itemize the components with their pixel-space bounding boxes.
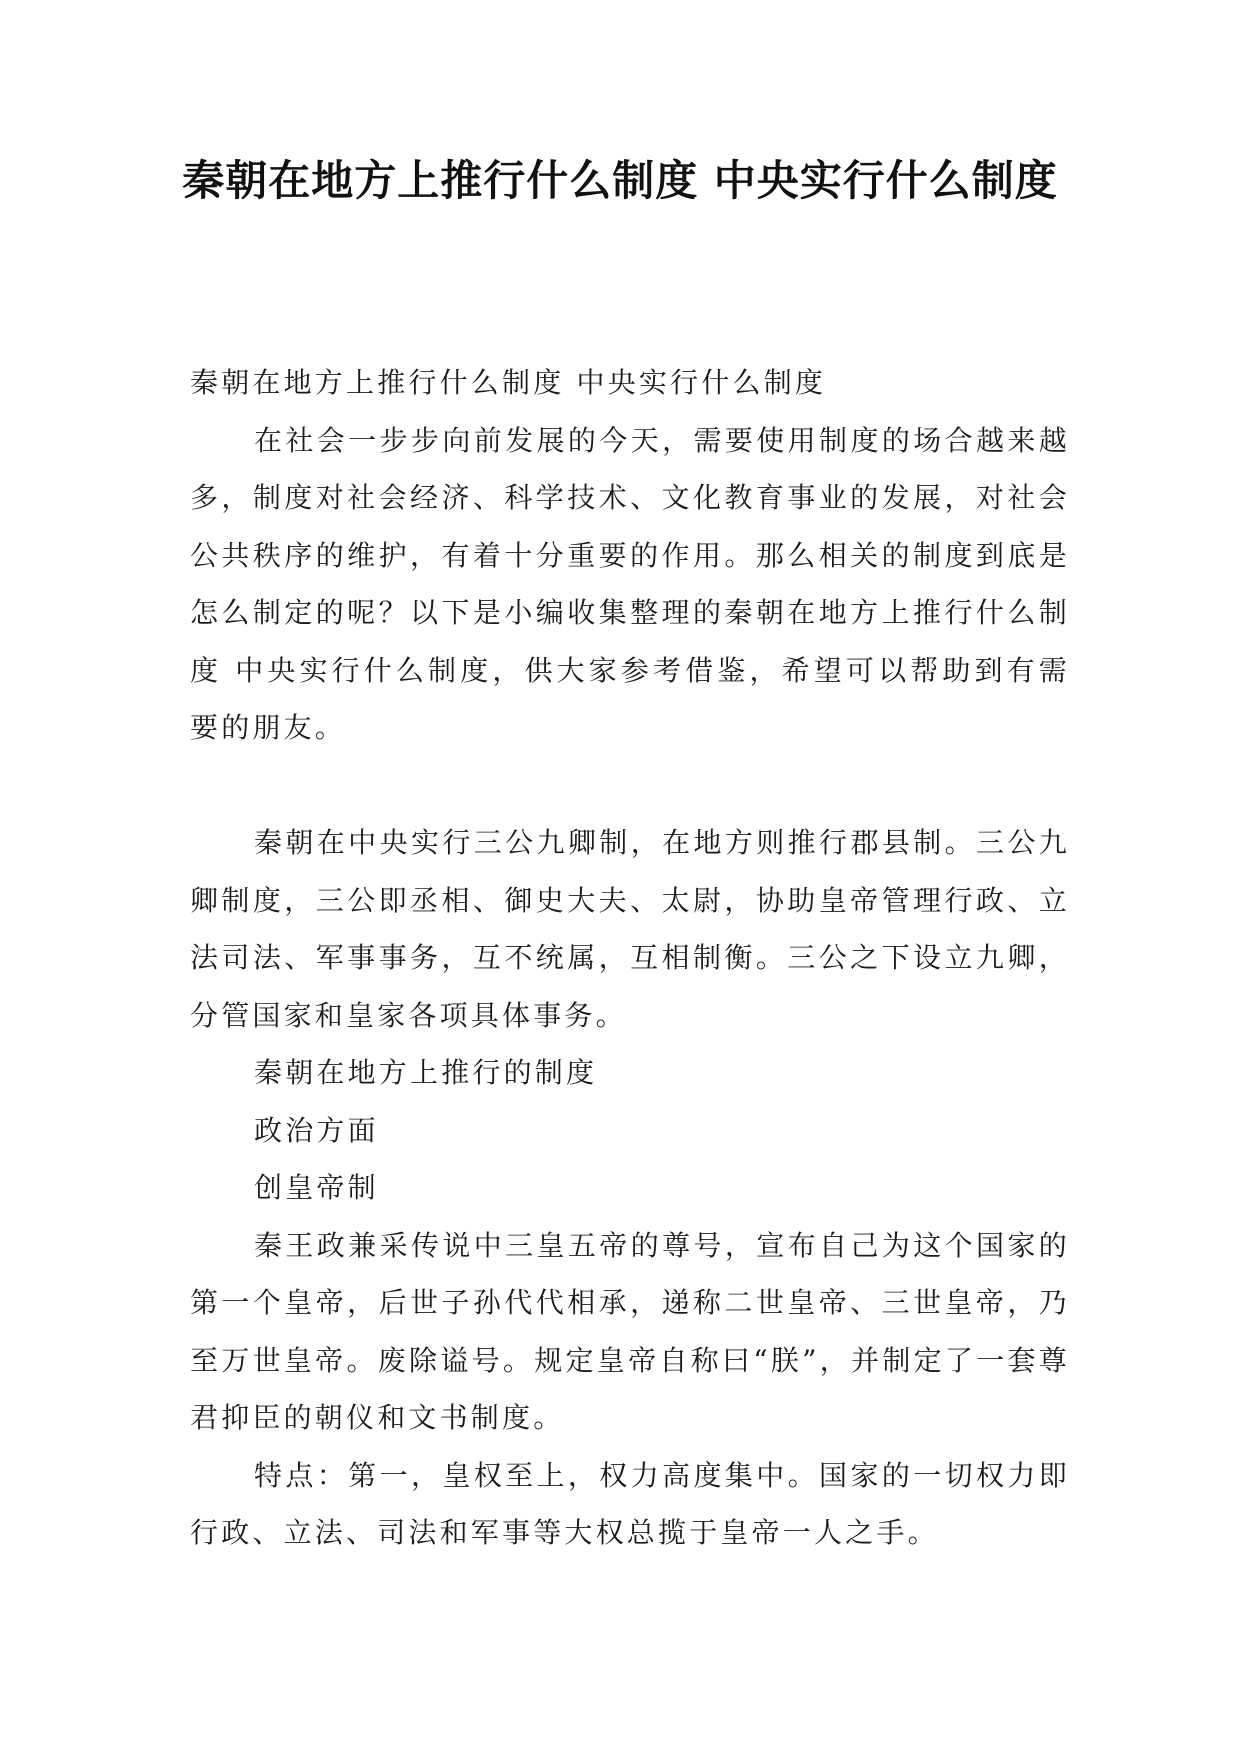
emperor-system-paragraph: 秦王政兼采传说中三皇五帝的尊号，宣布自己为这个国家的第一个皇帝，后世子孙代代相承，递称二世皇帝、三世皇帝，乃至万世皇帝。废除谥号。规定皇帝自称曰“朕”，并制定了一套尊君抑臣的朝仪和文书制度。 xyxy=(190,1228,1070,1434)
document-subtitle: 秦朝在地方上推行什么制度 中央实行什么制度 xyxy=(190,366,827,399)
central-system-paragraph: 秦朝在中央实行三公九卿制，在地方则推行郡县制。三公九卿制度，三公即丞相、御史大夫、太尉，协助皇帝管理行政、立法司法、军事事务，互不统属，互相制衡。三公之下设立九卿，分管国家和皇家各项具体事务。 xyxy=(190,826,1070,1032)
section-heading-politics: 政治方面 xyxy=(254,1113,379,1147)
section-heading-local-system: 秦朝在地方上推行的制度 xyxy=(254,1056,598,1089)
document-body xyxy=(190,354,1070,1562)
section-heading-emperor-system: 创皇帝制 xyxy=(254,1171,379,1204)
document-title: 秦朝在地方上推行什么制度 中央实行什么制度 xyxy=(182,156,1058,205)
characteristics-paragraph: 特点：第一，皇权至上，权力高度集中。国家的一切权力即行政、立法、司法和军事等大权总揽于皇帝一人之手。 xyxy=(190,1458,1070,1549)
paragraph-spacer xyxy=(190,757,1070,815)
intro-paragraph: 在社会一步步向前发展的今天，需要使用制度的场合越来越多，制度对社会经济、科学技术、文化教育事业的发展，对社会公共秩序的维护，有着十分重要的作用。那么相关的制度到底是怎么制定的呢？以下是小编收集整理的秦朝在地方上推行什么制度 中央实行什么制度，供大家参考借鉴，希望可以帮助到有需要的朋友。 xyxy=(190,423,1070,744)
